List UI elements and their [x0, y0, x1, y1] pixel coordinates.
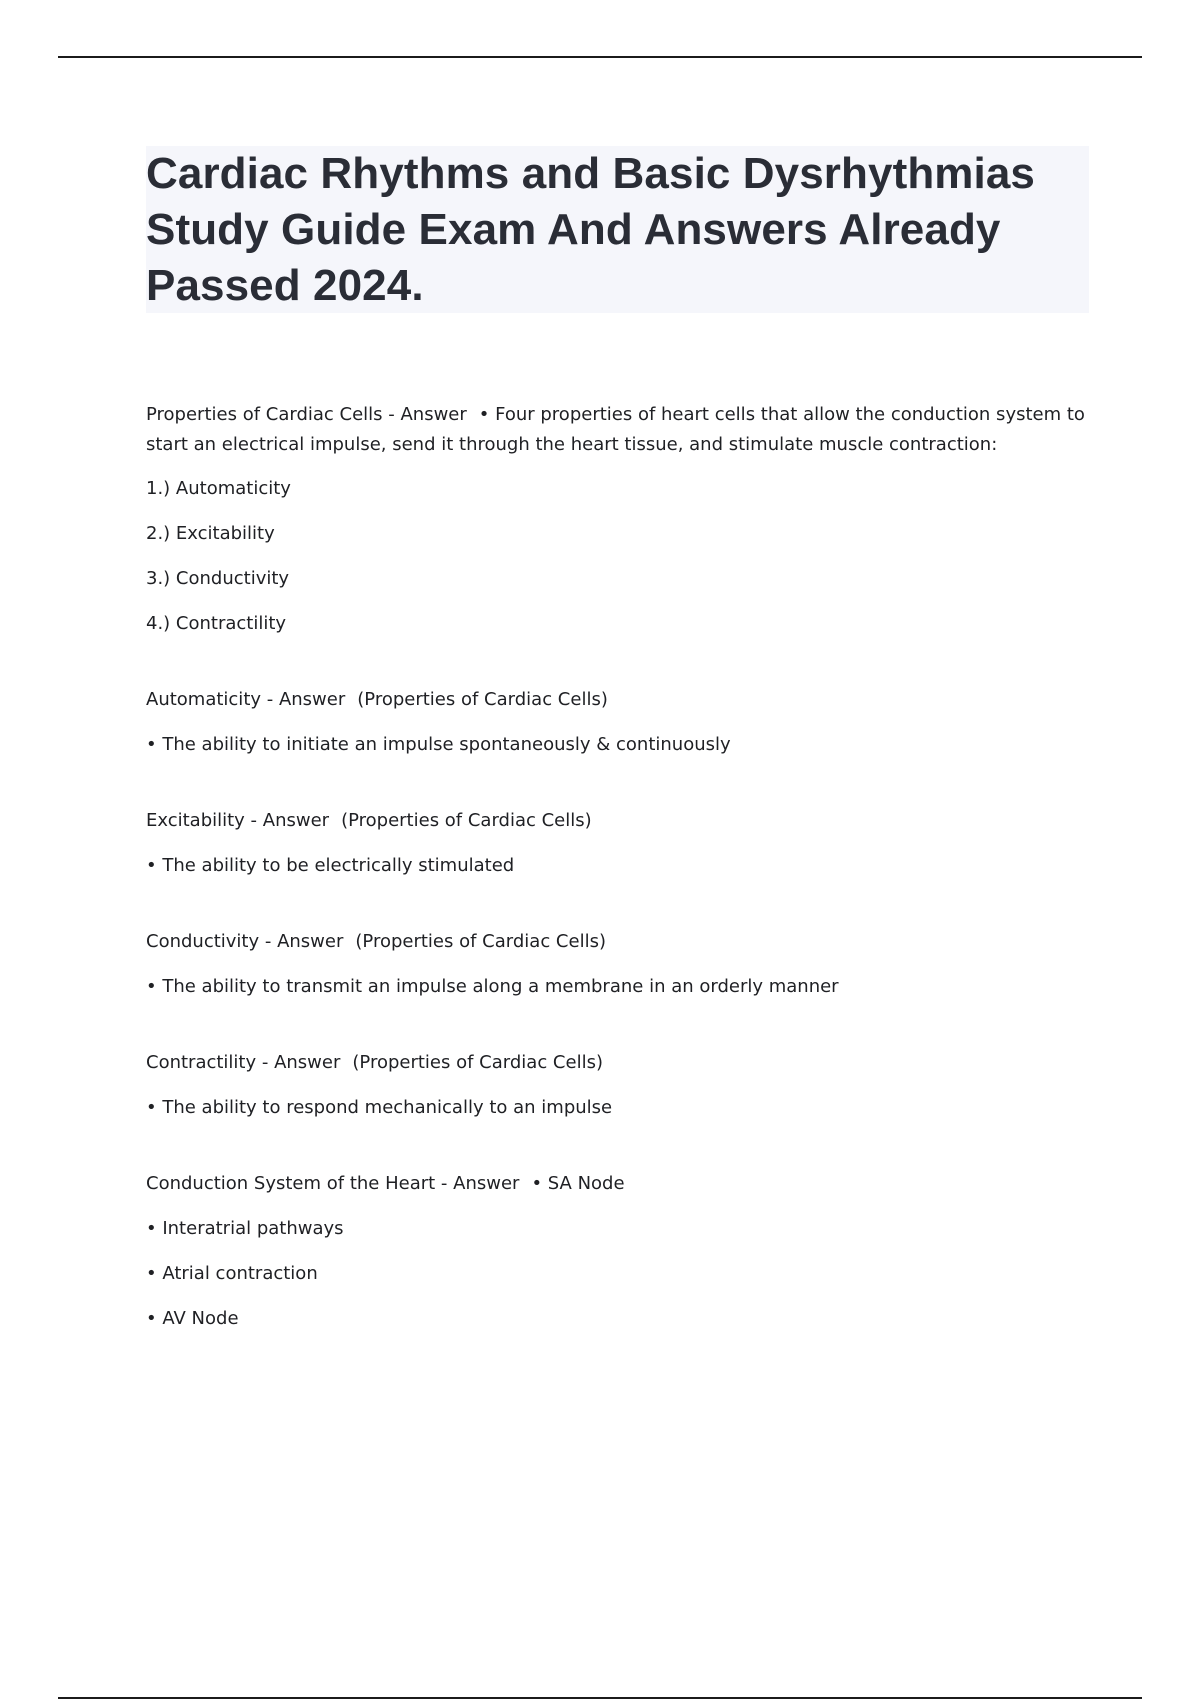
answer-line: • Atrial contraction [146, 1263, 318, 1284]
answer-line: 2.) Excitability [146, 523, 275, 544]
qa-entry [146, 1048, 1092, 1123]
answer-line: • Interatrial pathways [146, 1218, 344, 1239]
qa-answer-lead: (Properties of Cardiac Cells) [352, 1052, 603, 1073]
qa-question-line [146, 1169, 1092, 1199]
qa-answer-lead: (Properties of Cardiac Cells) [341, 810, 592, 831]
qa-term: Properties of Cardiac Cells - Answer [146, 404, 467, 425]
qa-term: Contractility - Answer [146, 1052, 341, 1073]
qa-answer-lead: (Properties of Cardiac Cells) [357, 689, 608, 710]
qa-entry [146, 685, 1092, 760]
qa-entry [146, 400, 1092, 639]
qa-answer-lead: • SA Node [531, 1173, 625, 1194]
qa-entry [146, 927, 1092, 1002]
qa-question-line [146, 1048, 1092, 1078]
qa-term: Excitability - Answer [146, 810, 330, 831]
bottom-rule [58, 1697, 1142, 1699]
answer-line: • The ability to transmit an impulse along a membrane in an orderly manner [146, 976, 839, 997]
answer-line: 4.) Contractility [146, 613, 287, 634]
answer-line: • The ability to respond mechanically to an impulse [146, 1097, 613, 1118]
answer-line: • The ability to be electrically stimulated [146, 855, 515, 876]
qa-question-line [146, 927, 1092, 957]
qa-term: Automaticity - Answer [146, 689, 346, 710]
answer-line: 1.) Automaticity [146, 478, 291, 499]
qa-question-line [146, 806, 1092, 836]
document-body [146, 400, 1092, 1334]
qa-term: Conduction System of the Heart - Answer [146, 1173, 520, 1194]
qa-term: Conductivity - Answer [146, 931, 344, 952]
top-rule [58, 56, 1142, 58]
qa-answer-lead: (Properties of Cardiac Cells) [355, 931, 606, 952]
qa-question-line [146, 685, 1092, 715]
answer-line: • The ability to initiate an impulse spontaneously & continuously [146, 734, 731, 755]
qa-entry [146, 806, 1092, 881]
answer-line: 3.) Conductivity [146, 568, 290, 589]
qa-entry [146, 1169, 1092, 1334]
answer-line: • AV Node [146, 1308, 239, 1329]
document-title: Cardiac Rhythms and Basic Dysrhythmias Study Guide Exam And Answers Already Passed 2024. [146, 149, 1035, 310]
qa-answer-lead: • Four properties of heart cells that allow the conduction system to start an electrical impulse, send it through the heart tissue, and stimulate muscle contraction: [146, 404, 1085, 455]
qa-question-line [146, 400, 1092, 460]
